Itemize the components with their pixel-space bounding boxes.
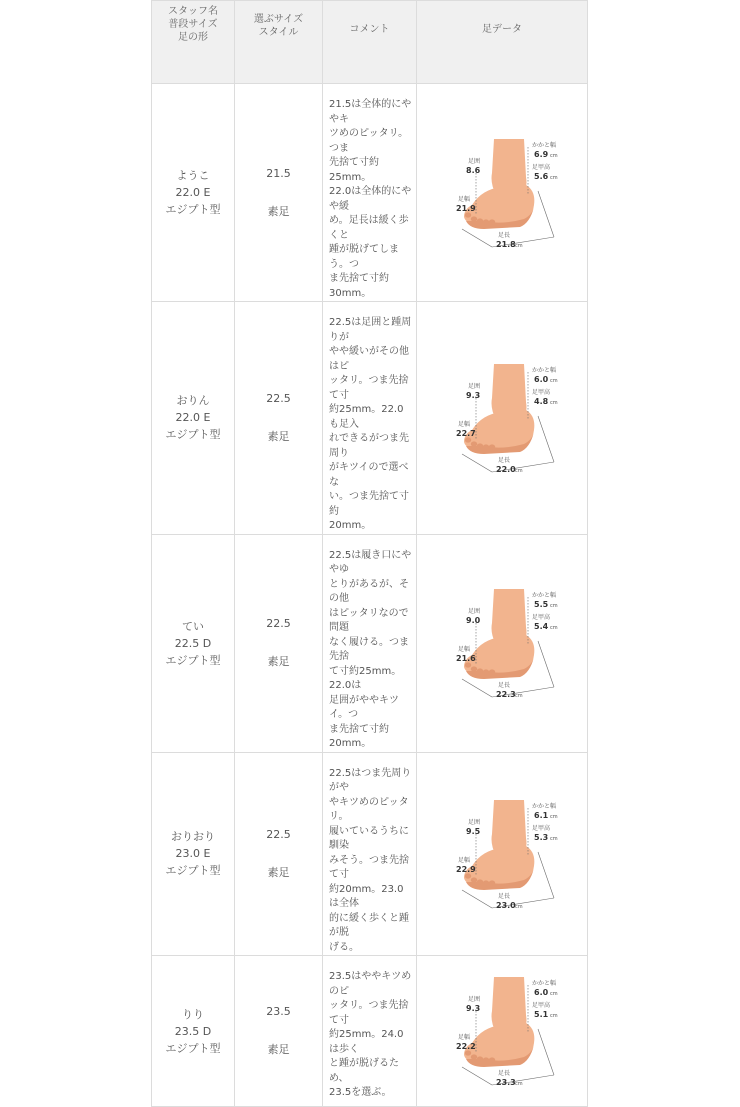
comment-line: 22.5は足囲と踵周りが [329,317,412,343]
staff-info-cell [152,534,235,752]
header-comment: コメント [323,1,417,84]
ball-width-label: 足幅 [458,1034,471,1041]
staff-name: てい [182,619,204,633]
comment-line: め。足長は緩く歩くと [329,215,409,241]
comment-line: みそう。つま先捨て寸 [329,854,409,880]
instep-height-value: 5.6 [534,171,549,181]
toe-2 [471,877,477,882]
toe-2 [471,441,477,446]
size-style-cell [235,534,323,752]
size-comparison-table [151,0,588,1107]
ankle-width-value: 5.5 [534,600,549,609]
ball-width-label: 足幅 [458,195,471,203]
usual-size: 23.5 D [174,1024,212,1038]
staff-info-cell [152,302,235,535]
foot-length-unit: cm [515,693,523,699]
foot-length-label: 足長 [498,456,511,464]
instep-height-value: 5.4 [534,622,549,631]
wear-style: 素足 [267,865,290,879]
foot-diagram [442,133,562,253]
toe-1 [465,437,471,442]
instep-height-label: 足甲高 [532,163,551,171]
foot-length-label: 足長 [498,231,511,239]
ankle-width-label: かかと幅 [532,802,557,810]
instep-height-value: 4.8 [534,396,549,406]
toe-3 [477,443,483,448]
ankle-width-label: かかと幅 [532,592,557,599]
instep-height-label: 足甲高 [532,1002,551,1009]
ball-width-value: 21.6 [456,654,476,663]
usual-size: 22.5 D [174,636,212,650]
toe-1 [465,1050,471,1055]
ankle-width-label: かかと幅 [532,366,557,374]
instep-height-value: 5.3 [534,832,549,842]
header-staff-info [152,1,235,84]
chosen-size: 21.5 [266,166,291,180]
ankle-width-value: 6.0 [534,374,549,384]
instep-height-unit: cm [550,174,558,181]
foot-data-cell [417,534,588,752]
staff-info-cell [152,84,235,302]
header-usual-size: 普段サイズ [168,19,218,30]
ball-width-label: 足幅 [458,856,471,864]
foot-diagram [442,583,562,703]
comment-line: 足囲がややキツイ。つ [329,694,399,720]
instep-girth-value: 9.0 [466,616,481,625]
toe-4 [483,1057,489,1062]
toe-1 [465,662,471,667]
comment-cell [323,302,417,535]
usual-size: 22.0 E [175,186,211,199]
comment-line: と踵が脱げるため、 [329,1058,399,1084]
instep-height-unit: cm [550,1013,558,1019]
comment-line: 履いているうちに馴染 [329,825,409,851]
instep-height-unit: cm [550,835,558,842]
toe-5 [489,669,495,674]
foot-data-cell [417,752,588,956]
toe-3 [477,1056,483,1061]
chosen-size: 22.5 [266,391,291,405]
staff-name: おりおり [171,830,215,844]
size-style-cell [235,752,323,956]
ball-width-value: 21.9 [456,203,476,213]
comment-line: 約25mm。24.0は歩く [329,1029,404,1055]
header-foot-shape: 足の形 [178,32,208,43]
foot-length-label: 足長 [498,682,511,689]
foot-shape: エジプト型 [165,1041,221,1055]
comment-cell [323,534,417,752]
size-comparison-table-wrapper [151,0,587,1098]
staff-info-cell [152,956,235,1107]
foot-shape: エジプト型 [165,203,221,216]
ankle-width-value: 6.1 [534,810,549,820]
ankle-width-unit: cm [550,152,558,159]
toe-5 [489,1057,495,1062]
ankle-width-value: 6.9 [534,149,549,159]
comment-line: 先捨て寸約25mm。 [329,157,379,183]
foot-data-cell [417,302,588,535]
staff-name: ようこ [176,169,210,182]
staff-name: りり [182,1007,204,1021]
foot-length-value: 22.0 [496,464,516,474]
heel-to-length-line [538,852,554,898]
usual-size: 22.0 E [175,411,211,425]
toe-1 [465,212,471,217]
comment-line: 的に緩く歩くと踵が脱 [329,912,409,938]
comment-line: れできるがつま先周り [329,433,409,459]
instep-girth-value: 9.3 [466,1004,481,1013]
instep-height-unit: cm [550,625,558,631]
comment-line: 22.0は全体的にやや緩 [329,186,412,212]
ball-width-label: 足幅 [458,646,471,653]
foot-diagram [442,358,562,478]
header-staff-name: スタッフ名 [168,6,218,17]
comment-line: げる。 [329,941,359,953]
foot-diagram [442,794,562,914]
header-style: スタイル [258,27,299,38]
ankle-width-value: 6.0 [534,988,549,997]
toe-2 [471,666,477,671]
foot-data-cell [417,956,588,1107]
comment-line: なく履ける。つま先捨 [329,636,409,662]
table-row [152,84,588,302]
comment-cell [323,956,417,1107]
size-style-cell [235,84,323,302]
comment-cell [323,752,417,956]
chosen-size: 23.5 [266,1005,291,1018]
comment-cell [323,84,417,302]
length-line-left [462,229,492,247]
comment-line: 22.5は履き口にややゆ [329,549,412,575]
heel-to-length-line [538,641,554,687]
comment-line: やや緩いがその他はピ [329,346,409,372]
heel-to-length-line [538,1029,554,1075]
comment-line: て寸約25mm。22.0は [329,665,402,691]
foot-data-cell [417,84,588,302]
foot-length-unit: cm [515,1081,523,1087]
instep-height-label: 足甲高 [532,388,551,396]
comment-line: ッタリ。つま先捨て寸 [329,1000,409,1026]
foot-shape: エジプト型 [165,864,221,878]
heel-to-length-line [538,191,554,237]
ankle-width-unit: cm [550,377,558,384]
table-row [152,302,588,535]
comment-line: 約25mm。22.0も足入 [329,404,404,430]
chosen-size: 22.5 [266,617,291,630]
comment-line: がキツイので選べな [329,462,409,488]
ball-width-value: 22.2 [456,1042,476,1051]
ankle-width-label: かかと幅 [532,980,557,987]
toe-4 [483,880,489,885]
toe-2 [471,216,477,221]
comment-line: 20mm。 [329,520,372,531]
toe-3 [477,218,483,223]
length-line-left [462,890,492,908]
comment-line: とりがあるが、その他 [329,578,409,604]
instep-girth-label: 足囲 [468,818,481,826]
comment-line: ま先捨て寸約30mm。 [329,273,389,299]
comment-line: はピッタリなので問題 [329,607,409,633]
comment-line: ツめのピッタリ。つま [329,128,409,154]
instep-girth-label: 足囲 [468,157,481,165]
comment-line: い。つま先捨て寸約 [329,491,409,517]
foot-shape: エジプト型 [165,428,221,442]
comment-line: 約20mm。23.0は全体 [329,883,404,909]
foot-diagram [442,971,562,1091]
length-line-left [462,1067,492,1085]
instep-girth-value: 9.5 [466,826,481,836]
foot-shape: エジプト型 [165,653,221,667]
foot-length-value: 22.3 [496,690,516,699]
ball-width-value: 22.9 [456,864,476,874]
table-row [152,534,588,752]
ankle-width-unit: cm [550,991,558,997]
staff-info-cell [152,752,235,956]
header-size-style [235,1,323,84]
instep-height-label: 足甲高 [532,824,551,832]
size-style-cell [235,956,323,1107]
toe-4 [483,219,489,224]
comment-line: 23.5はややキツめのピ [329,971,412,997]
header-foot-data: 足データ [417,1,588,84]
wear-style: 素足 [267,1043,290,1056]
chosen-size: 22.5 [266,827,291,841]
table-row [152,752,588,956]
instep-height-unit: cm [550,399,558,406]
wear-style: 素足 [267,429,290,443]
comment-line: ま先捨て寸約20mm。 [329,723,389,749]
table-header-row [152,1,588,84]
toe-3 [477,668,483,673]
length-line-left [462,454,492,472]
usual-size: 23.0 E [175,847,211,861]
comment-line: ッタリ。つま先捨て寸 [329,375,409,401]
ankle-width-unit: cm [550,813,558,820]
foot-length-value: 23.0 [496,900,516,910]
ankle-width-label: かかと幅 [532,141,557,149]
instep-girth-label: 足囲 [468,608,481,615]
instep-girth-label: 足囲 [468,382,481,390]
comment-line: 23.5を選ぶ。 [329,1087,392,1098]
toe-4 [483,669,489,674]
foot-length-value: 23.3 [496,1078,516,1087]
toe-4 [483,444,489,449]
toe-2 [471,1054,477,1059]
foot-length-unit: cm [515,903,523,910]
ankle-width-unit: cm [550,603,558,609]
comment-line: 21.5は全体的にややキ [329,99,412,125]
instep-girth-label: 足囲 [468,996,481,1003]
foot-length-label: 足長 [498,1070,511,1077]
instep-girth-value: 9.3 [466,390,481,400]
header-chosen-size: 選ぶサイズ [253,14,304,25]
instep-girth-value: 8.6 [466,165,481,175]
toe-1 [465,873,471,878]
foot-length-unit: cm [515,467,523,474]
size-style-cell [235,302,323,535]
staff-name: おりん [176,394,210,408]
toe-5 [489,219,495,224]
ball-width-label: 足幅 [458,420,471,428]
instep-height-label: 足甲高 [532,614,551,621]
foot-length-label: 足長 [498,892,511,900]
length-line-left [462,679,492,697]
toe-5 [489,444,495,449]
comment-line: やキツめのピッタリ。 [329,796,409,822]
comment-line: 22.5はつま先周りがや [329,767,412,793]
instep-height-value: 5.1 [534,1010,549,1019]
toe-3 [477,879,483,884]
heel-to-length-line [538,416,554,462]
wear-style: 素足 [267,655,290,668]
table-row [152,956,588,1107]
ball-width-value: 22.7 [456,428,476,438]
wear-style: 素足 [267,204,290,218]
foot-length-unit: cm [515,242,523,249]
comment-line: 踵が脱げてしまう。つ [329,244,399,270]
toe-5 [489,880,495,885]
foot-length-value: 21.8 [496,239,516,249]
